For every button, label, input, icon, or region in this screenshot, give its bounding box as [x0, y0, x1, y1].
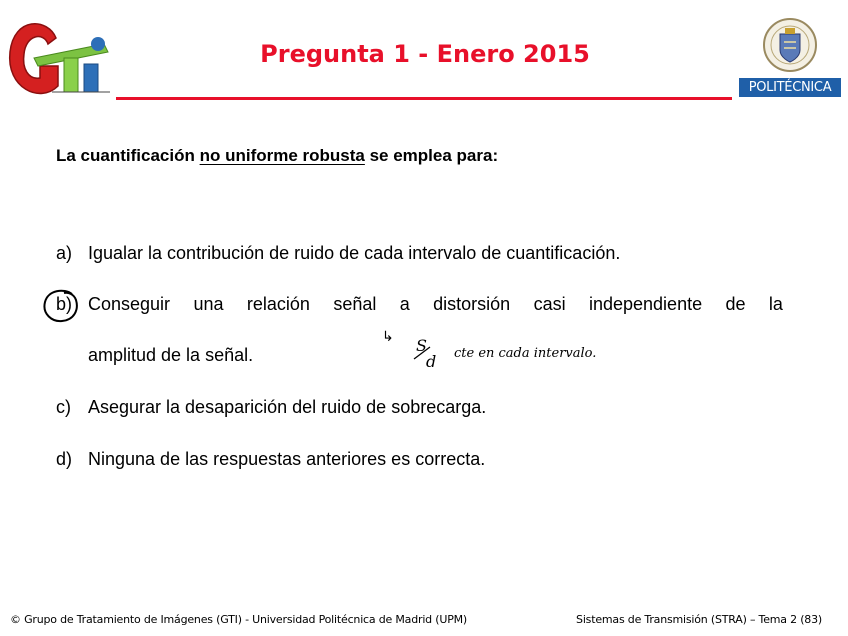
upm-logo	[736, 14, 844, 100]
option-letter: d)	[56, 449, 73, 469]
title-underline	[116, 97, 732, 100]
footer-copyright: © Grupo de Tratamiento de Imágenes (GTI) - Universidad Politécnica de Madrid (UPM)	[10, 613, 468, 626]
upm-badge: POLITÉCNICA	[739, 78, 841, 97]
option-word: Conseguir	[88, 294, 171, 314]
note-fraction-bottom: d	[426, 352, 437, 371]
note-arrow: ↳	[382, 329, 394, 345]
option-word: a	[399, 294, 410, 314]
option-letter: b)	[56, 294, 73, 314]
option-word: señal	[333, 294, 377, 314]
note-text: cte en cada intervalo.	[454, 346, 597, 361]
option-word: relación	[246, 294, 310, 314]
option-text: Asegurar la desaparición del ruido de sobrecarga.	[88, 397, 487, 417]
option-word: de	[725, 294, 746, 314]
option-letter: c)	[56, 397, 71, 417]
option-b-continuation: amplitud de la señal.	[88, 345, 254, 365]
question-text	[56, 146, 498, 166]
option-text: Igualar la contribución de ruido de cada intervalo de cuantificación.	[88, 243, 621, 263]
option-letter: a)	[56, 243, 73, 263]
footer-course: Sistemas de Transmisión (STRA) – Tema 2 (83)	[576, 613, 822, 626]
question-prefix: La cuantificación	[56, 146, 200, 165]
page-title: Pregunta 1 - Enero 2015	[260, 40, 590, 68]
upm-seal-icon	[736, 14, 844, 76]
gti-logo	[4, 8, 116, 104]
option-word: independiente	[588, 294, 703, 314]
question-suffix: se emplea para:	[364, 146, 499, 165]
option-word: distorsión	[433, 294, 511, 314]
question-emphasis: no uniforme robusta	[199, 146, 365, 165]
option-word: una	[193, 294, 224, 314]
option-word: la	[768, 294, 783, 314]
handwritten-note	[380, 325, 610, 375]
option-word: casi	[533, 294, 566, 314]
selection-circle-icon	[42, 288, 80, 324]
option-text: Ninguna de las respuestas anteriores es correcta.	[88, 449, 486, 469]
option-text	[88, 294, 783, 315]
note-fraction-top: S	[416, 336, 427, 355]
